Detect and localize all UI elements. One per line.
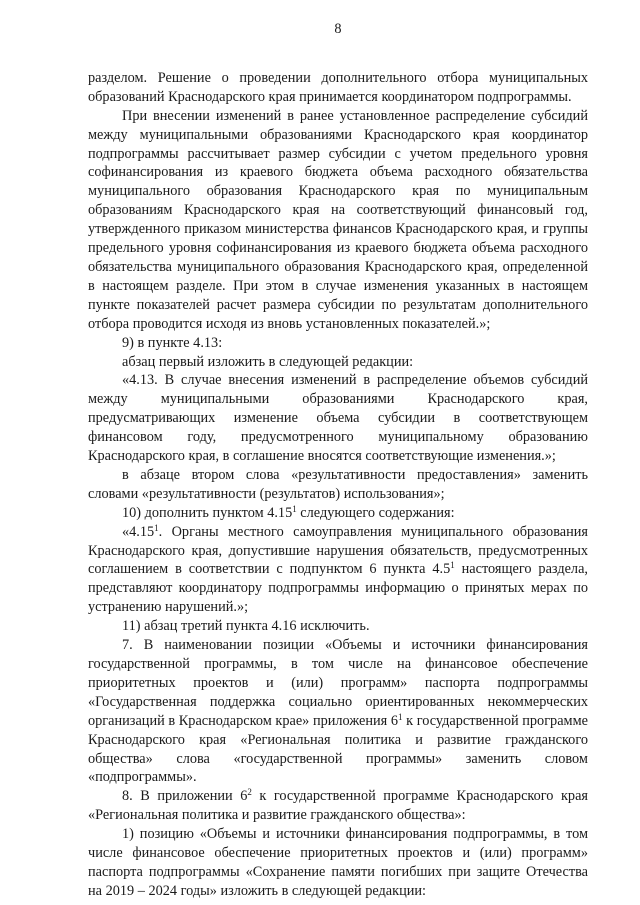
paragraph-10 [88,636,588,787]
paragraph-2: При внесении изменений в ранее установленное распределение субсидий между муниципальными образованиями Краснодарского края координатор подпрограммы рассчитывает размер субсидии с учетом предельного уровня софинансирования из краевого бюджета объема расходного обязательства муниципального образования Краснодарского края по муниципальным образованиям Краснодарского края на соответствующий финансовый год, утвержденного приказом министерства финансов Краснодарского края, и группы предельного уровня софинансирования из краевого бюджета объема расходного обязательства муниципального образования Краснодарского края, определенной в настоящем разделе. При этом в случае изменения указанных в настоящем пункте показателей расчет размера субсидии по результатам дополнительного отбора проводится исходя из вновь установленных показателей.»; [88,107,588,332]
paragraph-6: в абзаце втором слова «результативности предоставления» заменить словами «результативности (результатов) использования»; [88,466,588,502]
paragraph-10-text-a: 7. В наименовании позиции «Объемы и источники финансирования государственной программы, в том числе на финансовое обеспечение приоритетных проектов и (или) программ» паспорта подпрограммы «Государственная поддержка социально ориентированных некоммерческих организаций в Краснодарском крае» приложения 6 [88,637,588,729]
superscript: 1 [450,560,455,571]
paragraph-8-text-c: настоящего раздела, представляют координатору подпрограммы информацию о принятых мерах по устранению нарушений.»; [88,561,588,616]
superscript: 2 [247,787,252,798]
paragraph-11-text-b: к государственной программе Краснодарского края «Региональная политика и развитие гражданского общества»: [88,788,588,824]
paragraph-12: 1) позицию «Объемы и источники финансирования подпрограммы, в том числе финансовое обеспечение приоритетных проектов и (или) программ» паспорта подпрограммы «Сохранение памяти погибших при защите Отечества на 2019 – 2024 годы» изложить в следующей редакции: [88,826,588,899]
paragraph-4: абзац первый изложить в следующей редакции: [122,353,414,370]
superscript: 1 [292,503,297,514]
paragraph-8 [88,523,588,618]
page-number: 8 [334,21,342,37]
paragraph-7-text-a: 10) дополнить пунктом 4.15 [122,504,293,521]
superscript: 1 [154,522,159,533]
paragraph-7 [88,504,588,523]
superscript: 1 [398,711,403,722]
paragraph-3: 9) в пункте 4.13: [122,334,223,351]
paragraph-1: разделом. Решение о проведении дополнительного отбора муниципальных образований Краснодарского края принимается координатором подпрограммы. [88,69,588,105]
paragraph-8-text-b: . Органы местного самоуправления муниципального образования Краснодарского края, допустившие нарушения обязательств, предусмотренных соглашением в соответствии с подпунктом 6 пункта 4.5 [88,523,588,578]
paragraph-10-text-b: к государственной программе Краснодарского края «Региональная политика и развитие гражданского общества» слова «государственной программы» заменить словом «подпрограммы». [88,712,588,786]
paragraph-8-text-a: «4.15 [122,523,155,540]
paragraph-5: «4.13. В случае внесения изменений в распределение объемов субсидий между муниципальными образованиями Краснодарского края, предусматривающих изменение объема субсидии в соответствующем финансовом году, предусмотренного муниципальному образованию Краснодарского края, в соглашение вносятся соответствующие изменения.»; [88,372,588,465]
paragraph-11-text-a: 8. В приложении 6 [122,788,248,805]
paragraph-9: 11) абзац третий пункта 4.16 исключить. [122,618,370,635]
paragraph-11 [88,787,588,825]
paragraph-7-text-b: следующего содержания: [296,504,455,521]
